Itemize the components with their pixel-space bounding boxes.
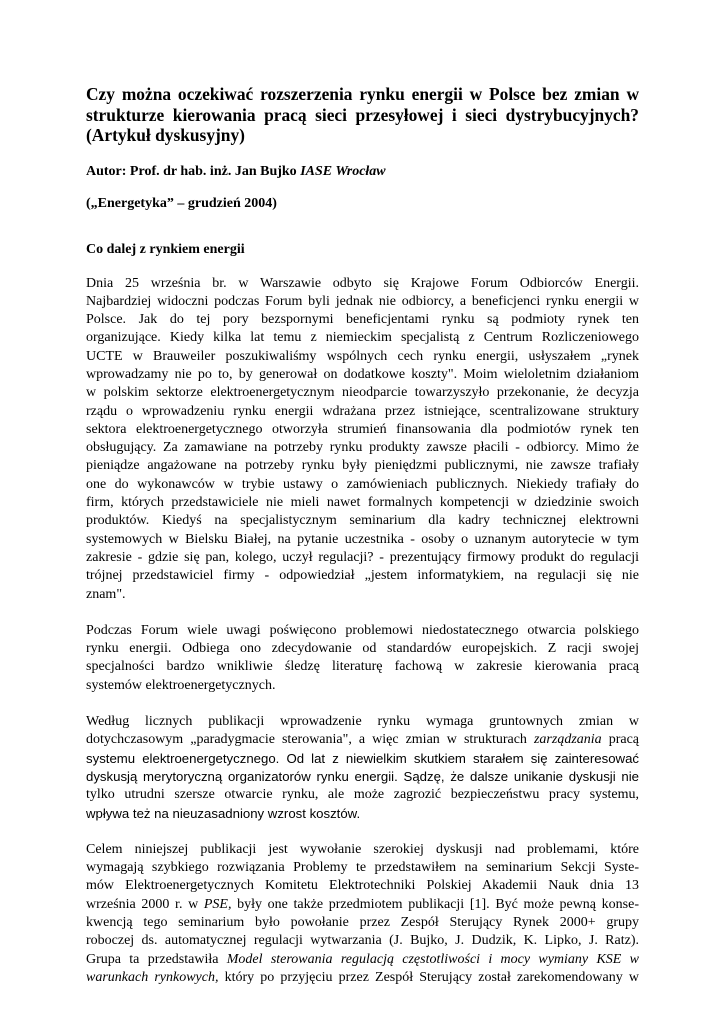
paragraph-line: znam". [86, 586, 126, 602]
paragraph-line: Celem niniejszej publikacji jest wywołanie szerokiej dyskusji nad problemami, które [86, 841, 639, 857]
paragraph-line: roboczej ds. automatycznej regulacji wytwarzania (J. Bujko, J. Dudzik, K. Lipko, J. Ratz). [86, 933, 639, 949]
source-line: („Energetyka” – grudzień 2004) [86, 195, 277, 211]
paragraph-line: produktów. Kiedyś na specjalistycznym seminarium dla kadry technicznej elektrowni [86, 513, 639, 529]
italic-term: zarządzania [533, 732, 602, 748]
paragraph-line: organizujące. Kiedy kilka lat temu z niemieckim specjalistą z Centrum Rozliczeniowego [86, 330, 639, 346]
author-line [86, 162, 639, 181]
paragraph-line: one do wykonawców w trybie ustawy o zamówieniach publicznych. Niekiedy trafiały do [86, 476, 639, 492]
paragraph-line: firm, których przedstawiciele nie mieli nawet formalnych kompetencji w dziedzinie swoich [86, 495, 639, 511]
paragraph-line: wymagają szybkiego rozwiązania Problemy te przedstawiłem na seminarium Sekcji Syste- [86, 860, 639, 876]
paragraph-line: mów Elektroenergetycznych Komitetu Elektrotechniki Polskiej Akademii Nauk dnia 13 [86, 878, 639, 894]
author-affiliation: IASE Wrocław [300, 163, 386, 179]
paragraph-line: września 2000 r. w PSE, były one także przedmiotem publikacji [1]. Być może pewną konse- [86, 896, 639, 912]
paragraph-line: Polsce. Jak do tej pory bezspornymi beneficjentami rynku są podmioty rynek ten [86, 312, 639, 328]
paragraph-line: systemów elektroenergetycznych. [86, 677, 276, 693]
italic-term: PSE, [203, 896, 232, 912]
paragraph-line: tylko utrudni szersze otwarcie rynku, ale może zagrozić bezpieczeństwu pracy systemu, [86, 787, 639, 803]
italic-term: warunkach rynkowych, [86, 969, 219, 985]
paragraph-line: pieniądze angażowane na potrzeby rynku były pieniędzmi publicznymi, nie zawsze trafiały [86, 458, 639, 474]
article-title: Czy można oczekiwać rozszerzenia rynku energii w Polsce bez zmian w strukturze kierowania pracą sieci przesyłowej i sieci dystrybucyjnych? (Artykuł dyskusyjny) [86, 84, 639, 145]
paragraph-3 [86, 713, 639, 823]
author-name: Autor: Prof. dr hab. inż. Jan Bujko [86, 163, 301, 179]
paragraph-line: w polskim sektorze elektroenergetycznym nieodparcie towarzyszyło przekonanie, że decyzja [86, 385, 639, 401]
paragraph-4 [86, 841, 639, 987]
document-page [86, 84, 639, 987]
paragraph-line: kwencją tego seminarium było powołanie przez Zespół Sterujący Rynek 2000+ grupy [86, 915, 639, 930]
paragraph-line: warunkach rynkowych, który po przyjęciu przez Zespół Sterujący został zarekomendowany w [86, 969, 639, 985]
paragraph-line: specjalności bardzo wnikliwie śledzę literaturę fachową w zakresie kierowania pracą [86, 659, 639, 675]
paragraph-line: trójnej przedstawiciel firmy - odpowiedział „jestem informatykiem, na regulacji się nie [86, 568, 639, 584]
paragraph-line: rządu o wprowadzeniu rynku energii wdrażana przez istniejące, scentralizowane struktury [86, 403, 639, 419]
paragraph-line: zakresie - gdzie się pan, kolego, uczył regulacji? - prezentujący firmowy produkt do regulacji [86, 549, 639, 565]
paragraph-line: systemu elektroenergetycznego. Od lat z niewielkim skutkiem starałem się zainteresować [86, 750, 639, 766]
paragraph-line: wpływa też na nieuzasadniony wzrost kosztów. [86, 805, 361, 821]
paragraph-line: Dnia 25 września br. w Warszawie odbyto się Krajowe Forum Odbiorców Energii. [86, 275, 639, 291]
paragraph-line: Najbardziej widoczni podczas Forum byli jednak nie odbiorcy, a beneficjenci rynku energii w [86, 293, 639, 309]
paragraph-1 [86, 275, 639, 604]
paragraph-line: Według licznych publikacji wprowadzenie rynku wymaga gruntownych zmian w [86, 714, 639, 730]
paragraph-line: sektora elektroenergetycznego otworzyła strumień finansowania dla podmiotów rynek ten [86, 421, 639, 437]
paragraph-line: Grupa ta przedstawiła Model sterowania regulacją częstotliwości i mocy wymiany KSE w [86, 951, 639, 967]
paragraph-line: obsługujący. Za zamawiane na potrzeby rynku produkty zawsze płacili - odbiorcy. Mimo że [86, 440, 639, 456]
paragraph-line: rynku energii. Odbiega ono zdecydowanie od standardów europejskich. Z racji swojej [86, 641, 639, 657]
paragraph-line: dotychczasowym „paradygmacie sterowania", a więc zmian w strukturach zarządzania pracą [86, 732, 639, 748]
section-heading: Co dalej z rynkiem energii [86, 241, 245, 257]
paragraph-line: UCTE w Brauweiler poszukiwaliśmy wspólnych cech rynku energii, usłyszałem „rynek [86, 348, 639, 364]
paragraph-line: dyskusją merytoryczną organizatorów rynku energii. Sądzę, że dalsze unikanie dyskusji nie [86, 768, 639, 784]
paragraph-line: Podczas Forum wiele uwagi poświęcono problemowi niedostatecznego otwarcia polskiego [86, 622, 639, 638]
paragraph-line: wprowadzamy nie po to, by generował on dodatkowe koszty". Moim wieloletnim działaniom [86, 366, 639, 382]
paragraph-line: systemowych w Bielsku Białej, na pytanie uczestnika - osoby o uznanym autorytecie w tym [86, 531, 639, 547]
paragraph-2 [86, 622, 639, 695]
italic-term: Model sterowania regulacją częstotliwości i mocy wymiany KSE w [226, 951, 639, 967]
